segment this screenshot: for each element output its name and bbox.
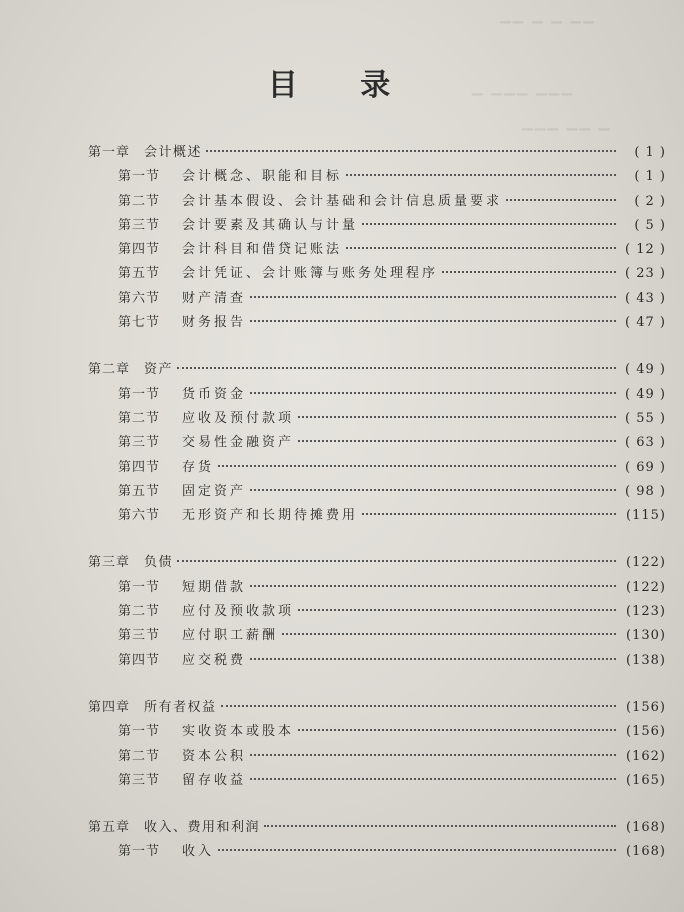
dot-leader — [346, 247, 616, 249]
section-entry-title: 财务报告 — [182, 315, 247, 331]
chapter-entry[interactable] — [88, 696, 666, 720]
section-entry-title: 应付职工薪酬 — [182, 628, 279, 644]
section-entry-page: (138) — [626, 652, 666, 668]
section-entry-title: 会计基本假设、会计基础和会计信息质量要求 — [182, 193, 503, 209]
section-entry[interactable] — [88, 262, 666, 286]
dot-leader — [346, 174, 616, 176]
section-entry-number: 第一节 — [118, 724, 161, 740]
section-entry[interactable] — [88, 383, 666, 407]
dot-leader — [206, 150, 616, 152]
section-entry-title: 应交税费 — [182, 652, 247, 668]
section-entry-title: 应收及预付款项 — [182, 410, 295, 426]
chapter-entry-page: (156) — [626, 699, 666, 715]
section-entry-number: 第七节 — [118, 315, 161, 331]
dot-leader — [250, 778, 616, 780]
section-entry[interactable] — [88, 576, 666, 600]
dot-leader — [221, 705, 616, 707]
chapter-entry-number: 第一章 — [88, 145, 131, 160]
chapter-entry-number: 第二章 — [88, 362, 131, 378]
section-entry[interactable] — [88, 504, 666, 528]
chapter-entry-page: ( 1 ) — [634, 145, 666, 160]
chapter-entry-number: 第三章 — [88, 555, 131, 571]
bleed-through-text: ▁▁ ▁ ▁ ▁▁ — [498, 8, 594, 24]
section-entry-number: 第二节 — [118, 748, 161, 764]
section-entry-title: 货币资金 — [182, 386, 247, 402]
chapter-block — [88, 141, 666, 335]
section-entry[interactable] — [88, 456, 666, 480]
dot-leader — [218, 849, 616, 851]
section-entry-page: ( 23 ) — [625, 266, 666, 282]
section-entry-title: 交易性金融资产 — [182, 435, 295, 451]
section-entry-page: ( 98 ) — [625, 483, 666, 499]
section-entry[interactable] — [88, 624, 666, 648]
section-entry-number: 第一节 — [118, 386, 161, 402]
chapter-entry[interactable] — [88, 141, 666, 165]
section-entry-page: ( 43 ) — [625, 290, 666, 306]
section-entry-number: 第五节 — [118, 483, 161, 499]
section-entry-title: 短期借款 — [182, 579, 247, 595]
section-entry[interactable] — [88, 165, 666, 189]
section-entry[interactable] — [88, 480, 666, 504]
section-entry-number: 第五节 — [118, 266, 161, 282]
section-entry-number: 第四节 — [118, 459, 161, 475]
section-entry-title: 存货 — [182, 459, 215, 475]
section-entry-page: ( 63 ) — [625, 435, 666, 451]
chapter-entry[interactable] — [88, 551, 666, 575]
dot-leader — [177, 560, 616, 562]
section-entry[interactable] — [88, 190, 666, 214]
dot-leader — [298, 416, 616, 418]
dot-leader — [264, 825, 616, 827]
section-entry-title: 资本公积 — [182, 748, 247, 764]
chapter-entry-page: (122) — [626, 555, 666, 571]
section-entry-title: 固定资产 — [182, 483, 247, 499]
dot-leader — [250, 489, 616, 491]
section-entry-number: 第二节 — [118, 193, 161, 209]
section-entry[interactable] — [88, 769, 666, 793]
section-entry-title: 收入 — [182, 844, 215, 860]
dot-leader — [250, 320, 616, 322]
section-entry-number: 第一节 — [118, 579, 161, 595]
section-entry-page: ( 49 ) — [625, 386, 666, 402]
section-entry-number: 第六节 — [118, 290, 161, 306]
section-entry[interactable] — [88, 214, 666, 238]
section-entry-number: 第三节 — [118, 628, 161, 644]
chapter-block — [88, 816, 666, 865]
section-entry-number: 第二节 — [118, 410, 161, 426]
section-entry-page: ( 1 ) — [634, 169, 666, 185]
section-entry-page: (123) — [626, 604, 666, 620]
dot-leader — [298, 440, 616, 442]
section-entry-title: 无形资产和长期待摊费用 — [182, 508, 359, 524]
section-entry-page: ( 55 ) — [625, 410, 666, 426]
section-entry-page: (168) — [626, 844, 666, 860]
section-entry[interactable] — [88, 311, 666, 335]
dot-leader — [282, 633, 616, 635]
section-entry-page: (162) — [626, 748, 666, 764]
section-entry-title: 实收资本或股本 — [182, 724, 295, 740]
dot-leader — [298, 729, 616, 731]
section-entry-number: 第三节 — [118, 435, 161, 451]
table-of-contents — [88, 141, 666, 888]
section-entry-page: (122) — [626, 579, 666, 595]
section-entry-page: ( 2 ) — [634, 193, 666, 209]
section-entry-page: ( 69 ) — [625, 459, 666, 475]
bleed-through-text: ▁ ▁▁ ▁▁▁ — [520, 115, 610, 131]
section-entry[interactable] — [88, 287, 666, 311]
dot-leader — [442, 271, 616, 273]
chapter-entry[interactable] — [88, 358, 666, 382]
section-entry-number: 第四节 — [118, 242, 161, 258]
chapter-entry-title: 会计概述 — [144, 145, 203, 160]
section-entry-number: 第三节 — [118, 217, 161, 233]
section-entry-page: (130) — [626, 628, 666, 644]
section-entry-page: ( 5 ) — [634, 217, 666, 233]
chapter-entry-title: 负债 — [144, 555, 174, 571]
dot-leader — [250, 392, 616, 394]
section-entry-number: 第二节 — [118, 604, 161, 620]
chapter-entry-number: 第五章 — [88, 820, 131, 836]
chapter-entry-title: 资产 — [144, 362, 174, 378]
chapter-entry-page: ( 49 ) — [625, 362, 666, 378]
dot-leader — [298, 609, 616, 611]
chapter-entry-page: (168) — [626, 820, 666, 836]
section-entry-title: 会计要素及其确认与计量 — [182, 217, 359, 233]
bleed-through-text: ▁▁▁ ▁▁▁ ▁ — [470, 80, 573, 96]
dot-leader — [218, 465, 616, 467]
dot-leader — [250, 585, 616, 587]
dot-leader — [506, 199, 616, 201]
section-entry[interactable] — [88, 238, 666, 262]
section-entry[interactable] — [88, 431, 666, 455]
dot-leader — [362, 513, 616, 515]
section-entry-page: ( 47 ) — [625, 315, 666, 331]
section-entry-number: 第一节 — [118, 844, 161, 860]
chapter-entry[interactable] — [88, 816, 666, 840]
section-entry-number: 第三节 — [118, 772, 161, 788]
section-entry[interactable] — [88, 649, 666, 673]
section-entry-page: (165) — [626, 772, 666, 788]
section-entry[interactable] — [88, 745, 666, 769]
section-entry-title: 会计科目和借贷记账法 — [182, 242, 343, 258]
section-entry-number: 第一节 — [118, 169, 161, 185]
section-entry-page: ( 12 ) — [625, 242, 666, 258]
section-entry[interactable] — [88, 720, 666, 744]
chapter-block — [88, 696, 666, 793]
chapter-block — [88, 551, 666, 672]
section-entry-title: 留存收益 — [182, 772, 247, 788]
section-entry-title: 会计凭证、会计账簿与账务处理程序 — [182, 266, 439, 282]
chapter-entry-title: 所有者权益 — [144, 699, 217, 715]
dot-leader — [250, 754, 616, 756]
section-entry-title: 会计概念、职能和目标 — [182, 169, 343, 185]
section-entry-number: 第四节 — [118, 652, 161, 668]
chapter-entry-title: 收入、费用和利润 — [144, 820, 261, 836]
chapter-block — [88, 358, 666, 528]
toc-title: 目 录 — [267, 68, 417, 103]
section-entry-page: (156) — [626, 724, 666, 740]
section-entry[interactable] — [88, 407, 666, 431]
section-entry[interactable] — [88, 840, 666, 864]
dot-leader — [250, 658, 616, 660]
section-entry-number: 第六节 — [118, 508, 161, 524]
dot-leader — [362, 223, 616, 225]
section-entry-page: (115) — [626, 508, 666, 524]
dot-leader — [177, 367, 616, 369]
section-entry-title: 财产清查 — [182, 290, 247, 306]
chapter-entry-number: 第四章 — [88, 699, 131, 715]
section-entry-title: 应付及预收款项 — [182, 604, 295, 620]
section-entry[interactable] — [88, 600, 666, 624]
dot-leader — [250, 296, 616, 298]
